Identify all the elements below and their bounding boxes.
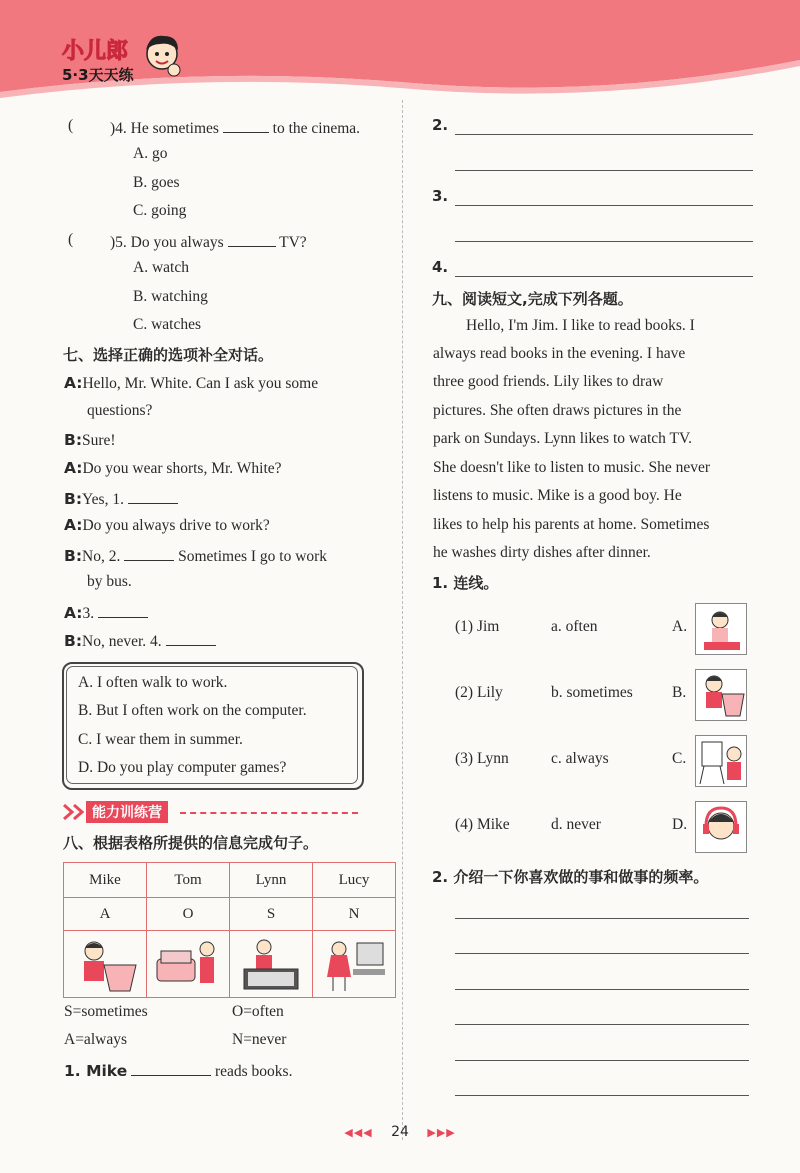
answer-line[interactable] <box>455 170 753 171</box>
answer-line[interactable] <box>455 241 753 242</box>
sofa-icon <box>153 935 223 993</box>
legend-never: N=never <box>232 1031 287 1048</box>
section9-q1-title: 1. 连线。 <box>432 574 499 592</box>
table-header: Lucy <box>313 863 396 898</box>
table-cell: N <box>313 898 396 931</box>
girl-headphones-icon[interactable] <box>695 801 747 853</box>
match-name[interactable]: (3) Lynn <box>455 750 509 767</box>
table-cell <box>313 931 396 998</box>
right-arrows-icon: ▶▶▶ <box>427 1126 456 1139</box>
dialog-line: A:3. <box>64 601 148 624</box>
option-d: D. Do you play computer games? <box>78 759 287 776</box>
table-cell: A <box>64 898 147 931</box>
writing-line[interactable] <box>455 989 749 990</box>
match-pic-label: A. <box>672 618 688 635</box>
match-freq[interactable]: d. never <box>551 816 601 833</box>
dialog-line: B:No, never. 4. <box>64 629 216 652</box>
dialog-line: A:Hello, Mr. White. Can I ask you some <box>64 374 319 392</box>
q5-stem: )5. Do you always TV? <box>110 230 307 253</box>
frequency-table <box>63 862 396 998</box>
watching-tv-icon <box>236 935 306 993</box>
computer-icon <box>319 935 389 993</box>
dialog-line: B:Sure! <box>64 431 116 449</box>
boy-mascot-icon <box>140 30 186 82</box>
table-header: Lynn <box>230 863 313 898</box>
easel-painting-icon[interactable] <box>695 735 747 787</box>
section8-title: 八、根据表格所提供的信息完成句子。 <box>63 834 319 852</box>
dialog-line: by bus. <box>87 573 132 590</box>
q4-option-a: A. go <box>133 145 168 162</box>
match-name[interactable]: (1) Jim <box>455 618 500 635</box>
column-divider <box>402 100 403 1140</box>
option-a: A. I often walk to work. <box>78 674 228 691</box>
section9-title: 九、阅读短文,完成下列各题。 <box>432 290 633 308</box>
passage-line: he washes dirty dishes after dinner. <box>433 544 651 561</box>
answer-line[interactable] <box>455 276 753 277</box>
section7-title: 七、选择正确的选项补全对话。 <box>63 346 274 364</box>
match-pic-label: C. <box>672 750 687 767</box>
q5-option-c: C. watches <box>133 316 202 333</box>
boy-washing-dishes-icon[interactable] <box>695 669 747 721</box>
q4-paren: ( <box>68 117 74 134</box>
section8-q1-blank[interactable] <box>131 1059 211 1076</box>
answer-num-2: 2. <box>432 116 449 134</box>
table-cell <box>230 931 313 998</box>
answer-num-3: 3. <box>432 187 449 205</box>
match-pic-label: D. <box>672 816 688 833</box>
answer-line[interactable] <box>455 205 753 206</box>
match-freq[interactable]: b. sometimes <box>551 684 633 701</box>
table-cell: S <box>230 898 313 931</box>
q5-blank[interactable] <box>228 230 276 247</box>
table-cell <box>147 931 230 998</box>
dialog-blank-3[interactable] <box>98 601 148 618</box>
logo-title: 小儿郎 <box>62 39 129 64</box>
match-name[interactable]: (2) Lily <box>455 684 503 701</box>
table-cell <box>64 931 147 998</box>
legend-always: A=always <box>64 1031 127 1048</box>
dialog-line: A:Do you always drive to work? <box>64 516 270 534</box>
q4-stem: )4. He sometimes to the cinema. <box>110 116 360 139</box>
passage-line: three good friends. Lily likes to draw <box>433 373 664 390</box>
option-c: C. I wear them in summer. <box>78 731 243 748</box>
logo-subtitle: 5·3天天练 <box>62 66 134 84</box>
boy-washing-dishes-icon <box>70 935 140 993</box>
option-b: B. But I often work on the computer. <box>78 702 307 719</box>
q5-option-a: A. watch <box>133 259 189 276</box>
q5-option-b: B. watching <box>133 288 208 305</box>
page-footer <box>0 1124 800 1140</box>
writing-line[interactable] <box>455 1060 749 1061</box>
match-freq[interactable]: a. often <box>551 618 598 635</box>
dialog-blank-4[interactable] <box>166 629 216 646</box>
girl-drawing-picture-icon[interactable] <box>695 603 747 655</box>
answer-num-4: 4. <box>432 258 449 276</box>
dialog-line: A:Do you wear shorts, Mr. White? <box>64 459 282 477</box>
table-header: Tom <box>147 863 230 898</box>
dialog-blank-1[interactable] <box>128 487 178 504</box>
writing-line[interactable] <box>455 1095 749 1096</box>
q5-paren: ( <box>68 231 74 248</box>
legend-sometimes: S=sometimes <box>64 1003 148 1020</box>
table-header: Mike <box>64 863 147 898</box>
passage-line: pictures. She often draws pictures in the <box>433 402 682 419</box>
legend-often: O=often <box>232 1003 284 1020</box>
match-name[interactable]: (4) Mike <box>455 816 510 833</box>
passage-line: Hello, I'm Jim. I like to read books. I <box>466 317 695 334</box>
dialog-line: B:No, 2. Sometimes I go to work <box>64 544 327 567</box>
q4-option-c: C. going <box>133 202 187 219</box>
answer-line[interactable] <box>455 134 753 135</box>
section8-q1: 1. Mike reads books. <box>64 1059 292 1082</box>
double-arrow-icon <box>62 803 88 821</box>
section9-q2-title: 2. 介绍一下你喜欢做的事和做事的频率。 <box>432 868 709 886</box>
passage-line: likes to help his parents at home. Sometimes <box>433 516 710 533</box>
dialog-blank-2[interactable] <box>124 544 174 561</box>
passage-line: listens to music. Mike is a good boy. He <box>433 487 682 504</box>
left-arrows-icon: ◀◀◀ <box>344 1126 373 1139</box>
writing-line[interactable] <box>455 953 749 954</box>
dialog-line: B:Yes, 1. <box>64 487 178 510</box>
table-cell: O <box>147 898 230 931</box>
q4-blank[interactable] <box>223 116 269 133</box>
page-number: 24 <box>391 1124 409 1140</box>
passage-line: always read books in the evening. I have <box>433 345 686 362</box>
match-freq[interactable]: c. always <box>551 750 609 767</box>
ability-banner: 能力训练营 <box>86 801 168 823</box>
q4-option-b: B. goes <box>133 174 180 191</box>
banner-dash-line <box>180 812 358 814</box>
writing-line[interactable] <box>455 1024 749 1025</box>
passage-line: park on Sundays. Lynn likes to watch TV. <box>433 430 693 447</box>
match-pic-label: B. <box>672 684 687 701</box>
passage-line: She doesn't like to listen to music. She never <box>433 459 711 476</box>
dialog-line: questions? <box>87 402 153 419</box>
writing-line[interactable] <box>455 918 749 919</box>
